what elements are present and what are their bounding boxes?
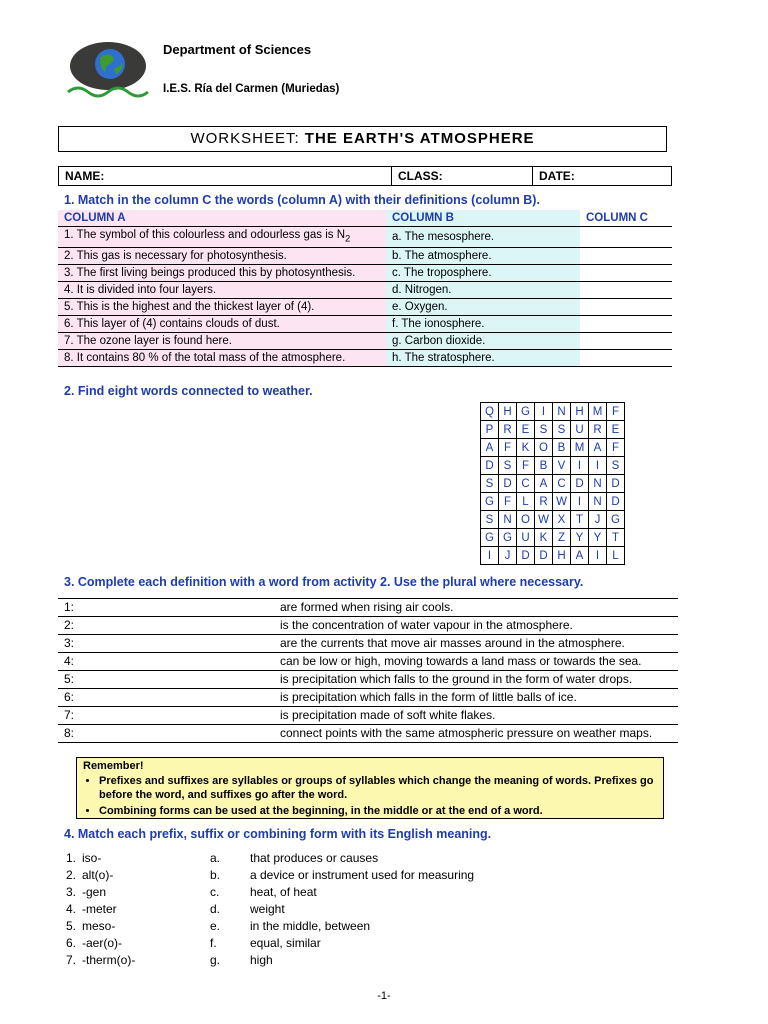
column-a-cell: 3. The first living beings produced this by photosynthesis. — [58, 265, 386, 282]
grid-cell[interactable]: Z — [553, 529, 571, 547]
item-number: 6: — [64, 690, 75, 704]
meaning-text: equal, similar — [250, 936, 321, 950]
question-4-prompt: 4. Match each prefix, suffix or combining form with its English meaning. — [64, 827, 492, 841]
grid-cell[interactable]: W — [535, 511, 553, 529]
word-search-grid — [480, 402, 625, 565]
grid-cell[interactable]: Q — [481, 403, 499, 421]
column-c-answer[interactable] — [580, 227, 672, 248]
meaning-text: that produces or causes — [250, 851, 379, 865]
title-main: THE EARTH'S ATMOSPHERE — [304, 130, 535, 147]
grid-cell[interactable]: A — [589, 439, 607, 457]
column-a-header: COLUMN A — [58, 210, 386, 227]
list-item[interactable] — [58, 689, 678, 707]
grid-cell[interactable]: J — [499, 547, 517, 565]
grid-cell[interactable]: L — [517, 493, 535, 511]
term-text: iso- — [82, 851, 102, 865]
meaning-letter: c. — [210, 885, 220, 899]
grid-cell[interactable]: F — [517, 457, 535, 475]
grid-cell[interactable]: S — [553, 421, 571, 439]
grid-row — [481, 475, 625, 493]
definition-text: connect points with the same atmospheric pressure on weather maps. — [280, 726, 653, 740]
meaning-letter: d. — [210, 902, 221, 916]
grid-cell[interactable]: R — [589, 421, 607, 439]
meaning-text: heat, of heat — [250, 885, 317, 899]
grid-row — [481, 403, 625, 421]
column-a-cell: 8. It contains 80 % of the total mass of the atmosphere. — [58, 350, 386, 367]
grid-cell[interactable]: Y — [571, 529, 589, 547]
column-c-answer[interactable] — [580, 282, 672, 299]
item-number: 6. — [66, 936, 77, 950]
grid-cell[interactable]: D — [607, 493, 625, 511]
column-c-answer[interactable] — [580, 265, 672, 282]
remember-box — [76, 757, 664, 819]
meaning-letter: b. — [210, 868, 221, 882]
grid-cell[interactable]: S — [499, 457, 517, 475]
question-3-prompt: 3. Complete each definition with a word from activity 2. Use the plural where necessary. — [64, 575, 584, 589]
meaning-text: a device or instrument used for measuring — [250, 868, 475, 882]
item-number: 5. — [66, 919, 77, 933]
grid-cell[interactable]: M — [589, 403, 607, 421]
grid-row — [481, 439, 625, 457]
page-number: -1- — [377, 990, 391, 1002]
item-number: 1: — [64, 600, 75, 614]
worksheet-title — [58, 126, 667, 152]
list-item[interactable] — [58, 707, 678, 725]
grid-row — [481, 547, 625, 565]
grid-cell[interactable]: R — [499, 421, 517, 439]
meaning-letter: g. — [210, 953, 221, 967]
term-text: alt(o)- — [82, 868, 114, 882]
grid-cell[interactable]: O — [517, 511, 535, 529]
grid-cell[interactable]: X — [553, 511, 571, 529]
grid-cell[interactable]: I — [589, 547, 607, 565]
table-row — [58, 350, 672, 367]
list-item[interactable] — [58, 653, 678, 671]
table-row — [58, 227, 672, 248]
term-text: -therm(o)- — [82, 953, 136, 967]
column-c-answer[interactable] — [580, 299, 672, 316]
grid-cell[interactable]: G — [607, 511, 625, 529]
item-number: 3: — [64, 636, 75, 650]
remember-title: Remember! — [83, 760, 144, 772]
meaning-letter: a. — [210, 851, 221, 865]
grid-cell[interactable]: K — [517, 439, 535, 457]
meaning-letter: e. — [210, 919, 221, 933]
item-number: 2: — [64, 618, 75, 632]
grid-cell[interactable]: S — [535, 421, 553, 439]
grid-cell[interactable]: I — [481, 547, 499, 565]
grid-cell[interactable]: T — [607, 529, 625, 547]
grid-cell[interactable]: U — [517, 529, 535, 547]
grid-cell[interactable]: T — [571, 511, 589, 529]
column-b-cell: e. Oxygen. — [386, 299, 580, 316]
student-info-bar — [58, 166, 672, 186]
grid-cell[interactable]: G — [481, 493, 499, 511]
grid-cell[interactable]: B — [535, 457, 553, 475]
grid-cell[interactable]: G — [499, 529, 517, 547]
column-a-cell: 5. This is the highest and the thickest layer of (4). — [58, 299, 386, 316]
grid-cell[interactable]: I — [589, 457, 607, 475]
name-field[interactable]: NAME: — [59, 167, 392, 185]
definitions-list — [58, 598, 678, 743]
item-number: 3. — [66, 885, 77, 899]
grid-cell[interactable]: A — [535, 475, 553, 493]
grid-cell[interactable]: I — [571, 457, 589, 475]
grid-cell[interactable]: Y — [589, 529, 607, 547]
table-row — [58, 299, 672, 316]
table-row — [58, 248, 672, 265]
meaning-text: in the middle, between — [250, 919, 371, 933]
grid-cell[interactable]: N — [499, 511, 517, 529]
grid-cell[interactable]: C — [517, 475, 535, 493]
column-b-cell: h. The stratosphere. — [386, 350, 580, 367]
grid-cell[interactable]: F — [607, 403, 625, 421]
table-row — [58, 333, 672, 350]
question-1-prompt: 1. Match in the column C the words (column A) with their definitions (column B). — [64, 193, 540, 207]
column-a-cell: 4. It is divided into four layers. — [58, 282, 386, 299]
grid-cell[interactable]: F — [499, 493, 517, 511]
class-field[interactable]: CLASS: — [392, 167, 533, 185]
column-a-cell: 7. The ozone layer is found here. — [58, 333, 386, 350]
item-number: 4: — [64, 654, 75, 668]
grid-cell[interactable]: E — [517, 421, 535, 439]
grid-cell[interactable]: V — [553, 457, 571, 475]
grid-row — [481, 493, 625, 511]
grid-cell[interactable]: S — [607, 457, 625, 475]
meaning-text: high — [250, 953, 273, 967]
grid-cell[interactable]: S — [481, 511, 499, 529]
column-b-cell: f. The ionosphere. — [386, 316, 580, 333]
grid-cell[interactable]: D — [517, 547, 535, 565]
list-item[interactable] — [58, 599, 678, 617]
definition-text: is precipitation which falls to the ground in the form of water drops. — [280, 672, 633, 686]
school-name: I.E.S. Ría del Carmen (Muriedas) — [163, 83, 340, 95]
list-item[interactable] — [58, 725, 678, 743]
grid-cell[interactable]: I — [571, 493, 589, 511]
list-item[interactable] — [58, 635, 678, 653]
column-a-cell: 1. The symbol of this colourless and odourless gas is N — [64, 229, 346, 241]
grid-cell[interactable]: G — [517, 403, 535, 421]
grid-cell[interactable]: D — [499, 475, 517, 493]
column-b-cell: g. Carbon dioxide. — [386, 333, 580, 350]
definition-text: can be low or high, moving towards a land mass or towards the sea. — [280, 654, 642, 668]
column-a-cell: 2. This gas is necessary for photosynthesis. — [58, 248, 386, 265]
grid-cell[interactable]: P — [481, 421, 499, 439]
grid-row — [481, 511, 625, 529]
grid-cell[interactable]: W — [553, 493, 571, 511]
item-number: 8: — [64, 726, 75, 740]
department-name: Department of Sciences — [163, 42, 312, 57]
list-item[interactable] — [58, 617, 678, 635]
matching-table — [58, 210, 672, 367]
column-b-cell: b. The atmosphere. — [386, 248, 580, 265]
grid-cell[interactable]: D — [535, 547, 553, 565]
term-text: -gen — [82, 885, 107, 899]
school-logo — [64, 40, 154, 100]
remember-bullet: • Prefixes and suffixes are syllables or groups of syllables which change the meaning of words. Prefixes go before the word, and suffixes go after the word. — [99, 774, 657, 802]
grid-cell[interactable]: D — [571, 475, 589, 493]
meaning-text: weight — [250, 902, 285, 916]
grid-cell[interactable]: H — [553, 547, 571, 565]
definition-text: is precipitation which falls in the form of little balls of ice. — [280, 690, 577, 704]
grid-row — [481, 529, 625, 547]
definition-text: is precipitation made of soft white flakes. — [280, 708, 496, 722]
remember-bullet: • Combining forms can be used at the beginning, in the middle or at the end of a word. — [99, 804, 657, 818]
grid-cell[interactable]: F — [607, 439, 625, 457]
column-a-cell: 6. This layer of (4) contains clouds of dust. — [58, 316, 386, 333]
column-c-answer[interactable] — [580, 248, 672, 265]
item-number: 1. — [66, 851, 77, 865]
term-text: meso- — [82, 919, 116, 933]
title-prefix: WORKSHEET: — [190, 130, 305, 147]
grid-cell[interactable]: M — [571, 439, 589, 457]
term-text: -aer(o)- — [82, 936, 123, 950]
grid-cell[interactable]: U — [571, 421, 589, 439]
grid-cell[interactable]: A — [481, 439, 499, 457]
column-b-header: COLUMN B — [386, 210, 580, 227]
table-row — [58, 282, 672, 299]
grid-cell[interactable]: A — [571, 547, 589, 565]
table-row — [58, 265, 672, 282]
date-field[interactable]: DATE: — [539, 169, 575, 183]
grid-cell[interactable]: O — [535, 439, 553, 457]
item-number: 2. — [66, 868, 77, 882]
grid-cell[interactable]: D — [481, 457, 499, 475]
grid-row — [481, 421, 625, 439]
item-number: 7: — [64, 708, 75, 722]
grid-cell[interactable]: S — [481, 475, 499, 493]
grid-cell[interactable]: C — [553, 475, 571, 493]
subscript: 2 — [345, 233, 351, 245]
grid-cell[interactable]: B — [553, 439, 571, 457]
grid-cell[interactable]: H — [499, 403, 517, 421]
meaning-letter: f. — [210, 936, 217, 950]
item-number: 7. — [66, 953, 77, 967]
grid-cell[interactable]: K — [535, 529, 553, 547]
grid-cell[interactable]: R — [535, 493, 553, 511]
grid-cell[interactable]: G — [481, 529, 499, 547]
grid-cell[interactable]: J — [589, 511, 607, 529]
column-c-answer[interactable] — [580, 316, 672, 333]
grid-row — [481, 457, 625, 475]
definition-text: are formed when rising air cools. — [280, 600, 454, 614]
column-c-answer[interactable] — [580, 333, 672, 350]
definition-text: is the concentration of water vapour in the atmosphere. — [280, 618, 573, 632]
grid-cell[interactable]: E — [607, 421, 625, 439]
grid-cell[interactable]: N — [553, 403, 571, 421]
grid-cell[interactable]: L — [607, 547, 625, 565]
list-item[interactable] — [58, 671, 678, 689]
grid-cell[interactable]: D — [607, 475, 625, 493]
grid-cell[interactable]: N — [589, 475, 607, 493]
column-b-cell: a. The mesosphere. — [386, 227, 580, 248]
item-number: 5: — [64, 672, 75, 686]
definition-text: are the currents that move air masses around in the atmosphere. — [280, 636, 625, 650]
grid-cell[interactable]: F — [499, 439, 517, 457]
grid-cell[interactable]: H — [571, 403, 589, 421]
column-c-header: COLUMN C — [580, 210, 672, 227]
term-text: -meter — [82, 902, 117, 916]
column-b-cell: d. Nitrogen. — [386, 282, 580, 299]
question-2-prompt: 2. Find eight words connected to weather. — [64, 384, 313, 398]
grid-cell[interactable]: I — [535, 403, 553, 421]
column-c-answer[interactable] — [580, 350, 672, 367]
grid-cell[interactable]: N — [589, 493, 607, 511]
column-b-cell: c. The troposphere. — [386, 265, 580, 282]
table-row — [58, 316, 672, 333]
item-number: 4. — [66, 902, 77, 916]
